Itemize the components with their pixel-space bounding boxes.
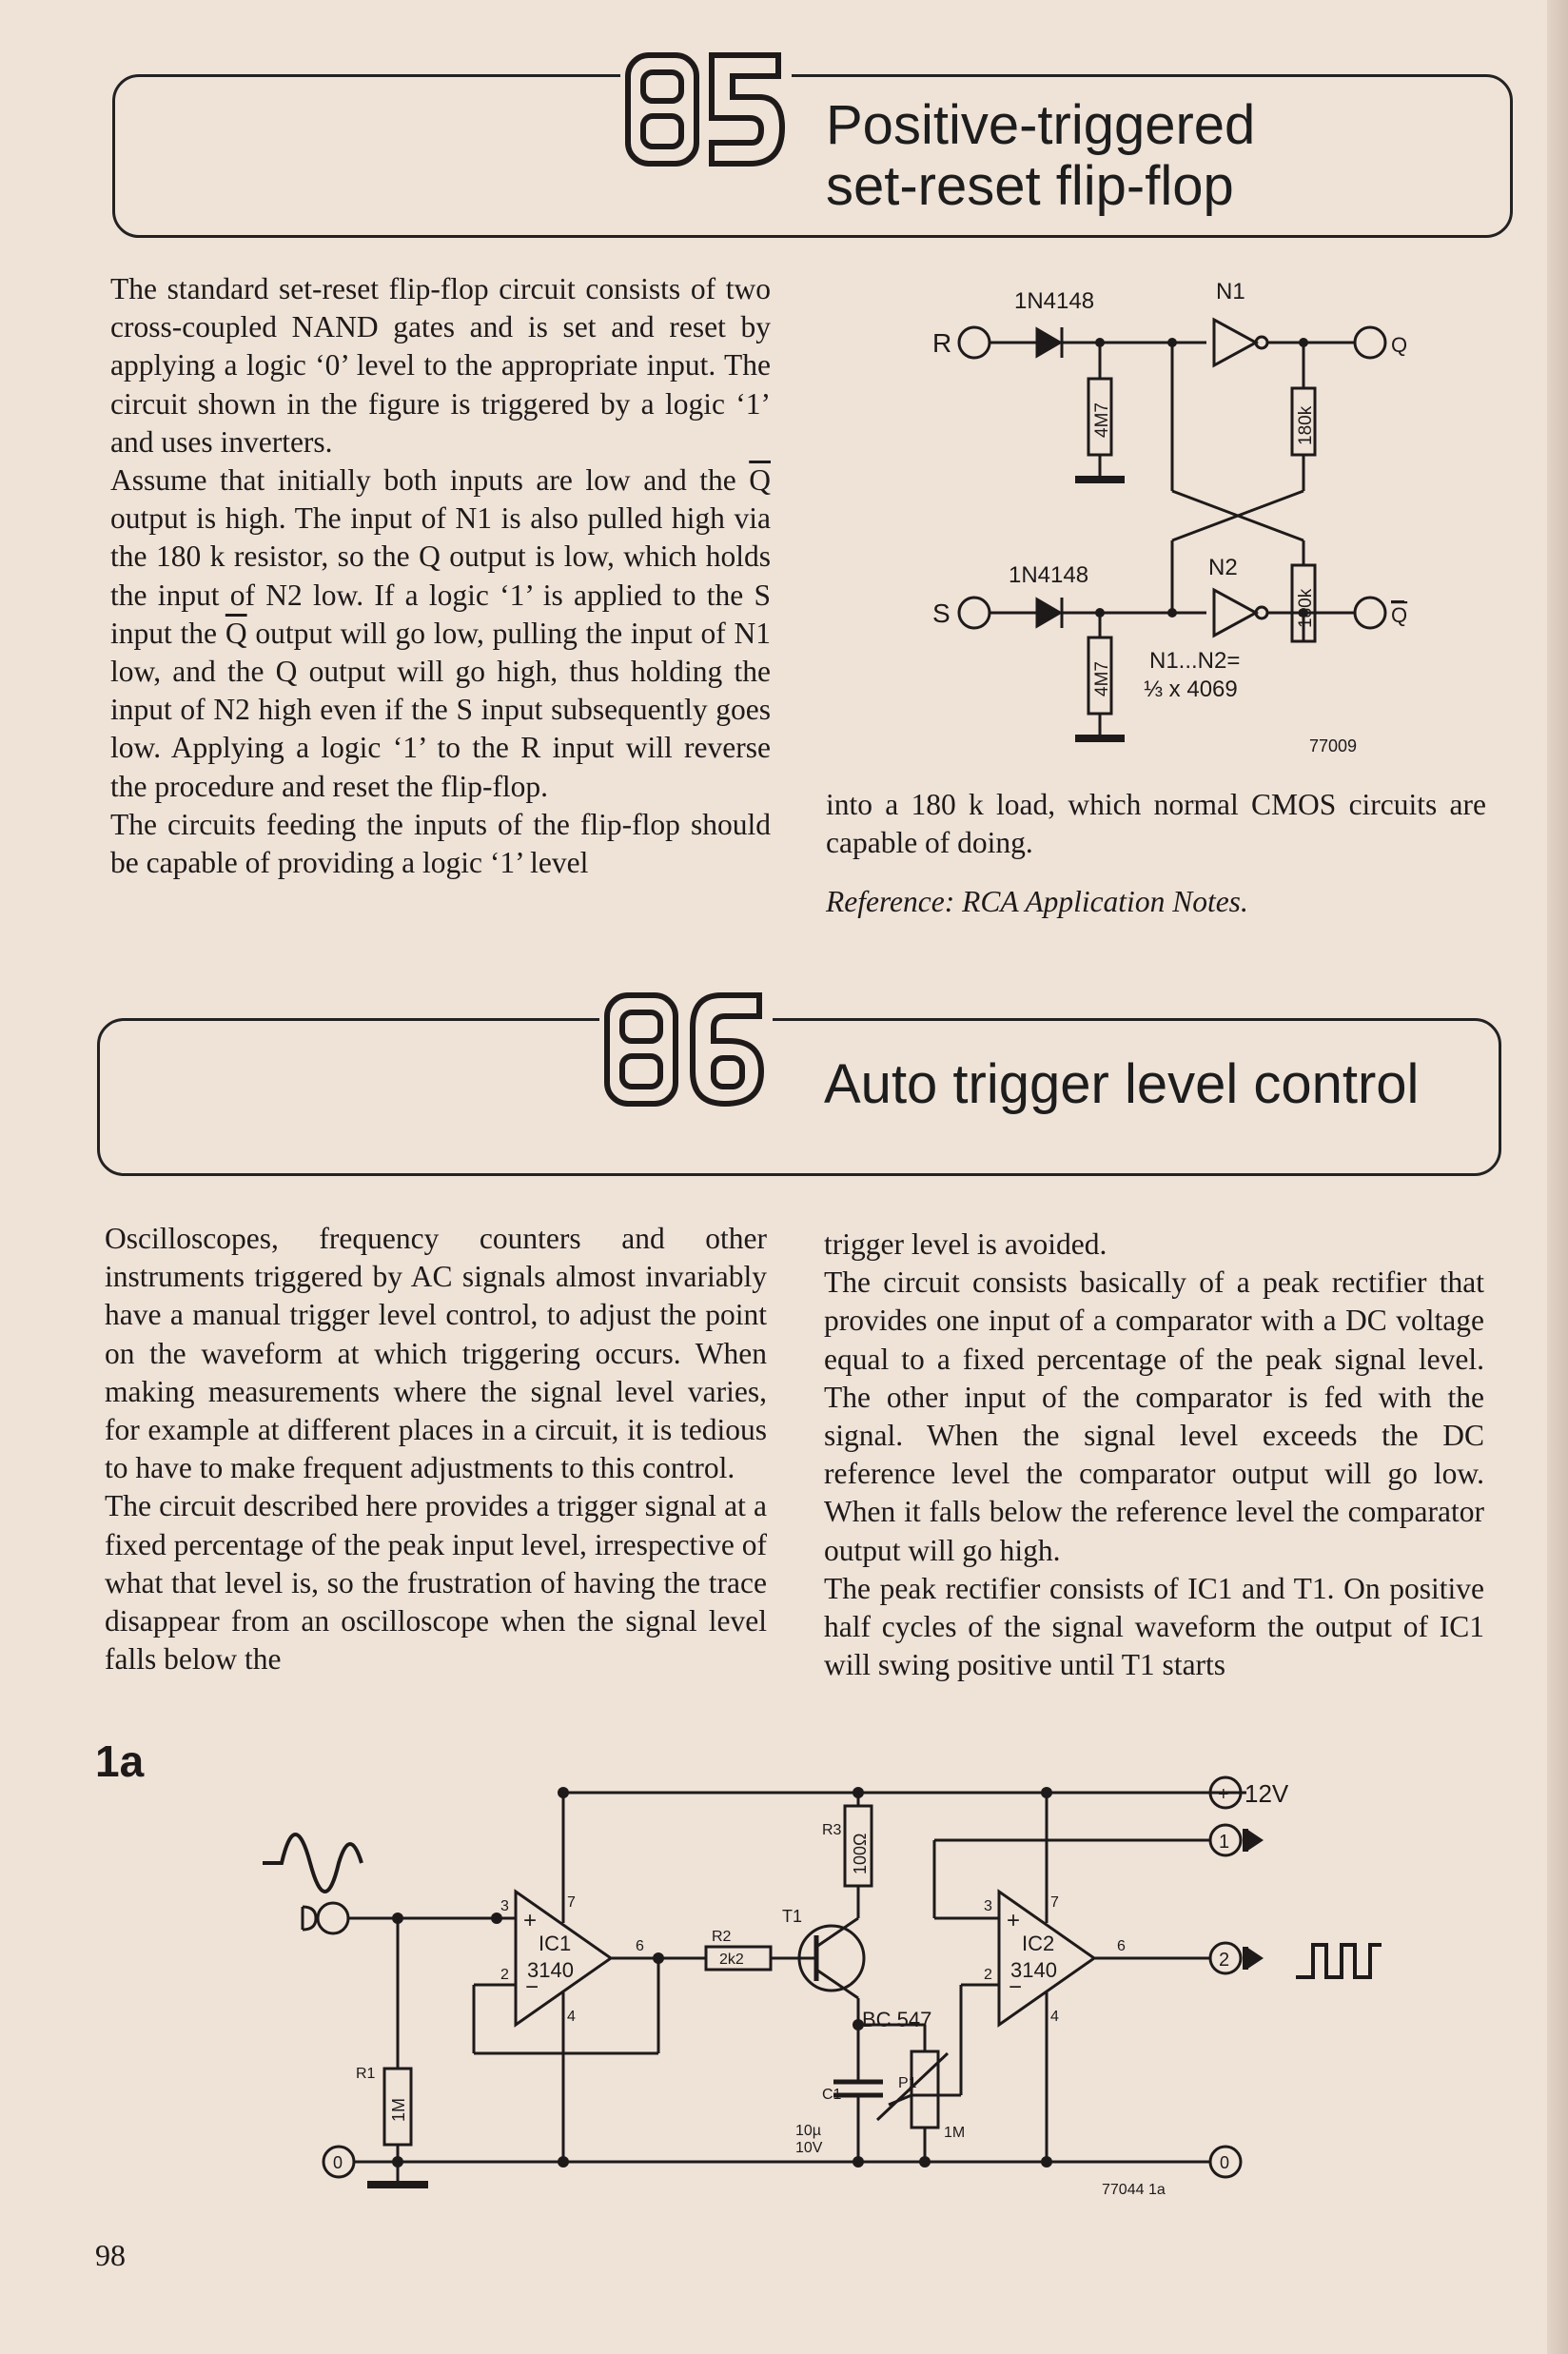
section-85-title-line1: Positive-triggered <box>826 94 1256 156</box>
gate-note-line2: ⅓ x 4069 <box>1144 677 1238 702</box>
ic2-pin2: 2 <box>984 1967 992 1983</box>
r3-value: 100Ω <box>851 1833 870 1874</box>
ground2-label: 0 <box>1220 2153 1230 2172</box>
ic2-part: 3140 <box>1010 1958 1057 1982</box>
flip-flop-schematic <box>904 276 1437 771</box>
section-85-paragraph-3: The circuits feeding the inputs of the flip-flop should be capable of providing a logic ‘1’ level <box>110 807 771 880</box>
ic1-pin3: 3 <box>500 1898 509 1914</box>
ic2-minus: − <box>1009 1974 1023 2000</box>
section-85-paragraph-1: The standard set-reset flip-flop circuit consists of two cross-coupled NAND gates and is set and reset by applying a logic ‘0’ level to the appropriate input. The circuit shown in the figure is triggered by a logic ‘1’ and uses inverters. <box>110 272 771 459</box>
supply-plus: + <box>1218 1784 1229 1805</box>
gate-note-line1: N1...N2= <box>1149 648 1241 674</box>
ic2-pin7: 7 <box>1050 1894 1059 1911</box>
ic1-name: IC1 <box>539 1932 572 1955</box>
ic1-minus: − <box>525 1974 539 2000</box>
ic1-pin2: 2 <box>500 1967 509 1983</box>
ic2-name: IC2 <box>1022 1932 1055 1955</box>
ic1-part: 3140 <box>527 1958 574 1982</box>
t1-label: T1 <box>782 1907 803 1926</box>
section-86-paragraph-2: The circuit described here provides a trigger signal at a fixed percentage of the peak input level, irrespective of what that level is, so the frustration of having the trace disappear from an oscilloscope when the signal level falls below the <box>105 1489 767 1677</box>
ic2-plus: + <box>1007 1908 1021 1933</box>
p1-value: 1M <box>944 2125 966 2141</box>
figure-85-code: 77009 <box>1309 736 1358 755</box>
res2-label: 4M7 <box>1092 661 1112 696</box>
ic2-pin3: 3 <box>984 1898 992 1914</box>
section-85-number-text: 85 <box>620 49 621 50</box>
section-85-number <box>620 49 792 173</box>
section-85-title-line2: set-reset flip-flop <box>826 155 1234 217</box>
supply-label: 12V <box>1245 1779 1289 1808</box>
c1-label: C1 <box>822 2087 842 2103</box>
section-85-title <box>826 95 1255 217</box>
qbar-output-label: Q <box>1391 603 1408 627</box>
ic2-pin6: 6 <box>1117 1938 1126 1954</box>
s-input-label: S <box>932 598 951 628</box>
r-input-label: R <box>932 328 952 358</box>
ic1-pin6: 6 <box>636 1938 644 1954</box>
page-edge <box>1547 0 1568 2354</box>
section-86-paragraph-1: Oscilloscopes, frequency counters and other instruments triggered by AC signals almost invariably have a manual trigger level control, to adjust the point on the waveform at which triggering occurs. When making measurements where the signal level varies, for example at different places in a circuit, it is tedious to have to make frequent adjustments to this control. <box>105 1222 767 1485</box>
section-86-number-text: 86 <box>599 990 600 991</box>
ic1-pin7: 7 <box>567 1894 576 1911</box>
c1-value2: 10V <box>795 2140 823 2156</box>
section-85-right-column <box>826 786 1486 922</box>
section-85-reference: Reference: RCA Application Notes. <box>826 885 1248 919</box>
q-output-label: Q <box>1391 333 1408 357</box>
output1-label: 1 <box>1219 1832 1230 1853</box>
diode2-label: 1N4148 <box>1009 562 1089 588</box>
n1-label: N1 <box>1216 279 1245 304</box>
r2-value: 2k2 <box>719 1952 744 1968</box>
figure-1a-code: 77044 1a <box>1102 2182 1166 2198</box>
section-86-right-column <box>824 1226 1484 1684</box>
res4-label: 180k <box>1296 588 1316 628</box>
c1-value1: 10µ <box>795 2123 822 2139</box>
auto-trigger-schematic <box>257 1768 1437 2225</box>
section-85-paragraph-2: Assume that initially both inputs are low and the $\overline{Q}$ output is high. The input of N1 is also pulled high via the 180 k resistor, so the Q output is low, which holds the input of N2 low. If a logic ‘1’ is applied to the S input the $\overline{Q}$ output will go low, pulling the input of N1 low, and the Q output will go high, thus holding the input of N2 high even if the S input subsequently goes low. Applying a logic ‘1’ to the R input will reverse the procedure and reset the flip-flop. <box>110 463 771 803</box>
n2-label: N2 <box>1208 555 1238 580</box>
section-86-paragraph-4: The circuit consists basically of a peak rectifier that provides one input of a comparator with a DC voltage equal to a fixed percentage of the peak signal level. The other input of the comparator is fed with the signal. When the signal level exceeds the DC reference level the comparator output will go low. When it falls below the reference level the comparator output will go high. <box>824 1265 1484 1567</box>
r3-label: R3 <box>822 1822 842 1838</box>
section-86-paragraph-5: The peak rectifier consists of IC1 and T1. On positive half cycles of the signal waveform the output of IC1 will swing positive until T1 starts <box>824 1571 1484 1682</box>
r1-label: R1 <box>356 2066 376 2082</box>
res1-label: 4M7 <box>1092 402 1112 438</box>
figure-1a-label: 1a <box>95 1736 145 1786</box>
r2-label: R2 <box>712 1929 732 1945</box>
section-86-paragraph-3: trigger level is avoided. <box>824 1227 1107 1261</box>
ic1-plus: + <box>523 1908 538 1933</box>
ic1-pin4: 4 <box>567 2009 576 2025</box>
output2-label: 2 <box>1219 1950 1230 1971</box>
ic2-pin4: 4 <box>1050 2009 1059 2025</box>
page-number: 98 <box>95 2238 126 2272</box>
p1-label: P1 <box>898 2075 917 2091</box>
ground-label: 0 <box>333 2153 343 2172</box>
section-85-header-frame <box>112 74 1513 238</box>
section-86-left-column <box>105 1220 767 1678</box>
diode1-label: 1N4148 <box>1014 288 1095 314</box>
r1-value: 1M <box>389 2097 408 2122</box>
section-85-paragraph-4: into a 180 k load, which normal CMOS circuits are capable of doing. <box>826 788 1486 860</box>
section-86-number <box>599 990 773 1113</box>
t1-part: BC 547 <box>862 2008 932 2031</box>
res3-label: 180k <box>1296 405 1316 445</box>
section-85-left-column <box>110 270 771 882</box>
section-86-title: Auto trigger level control <box>824 1053 1420 1115</box>
